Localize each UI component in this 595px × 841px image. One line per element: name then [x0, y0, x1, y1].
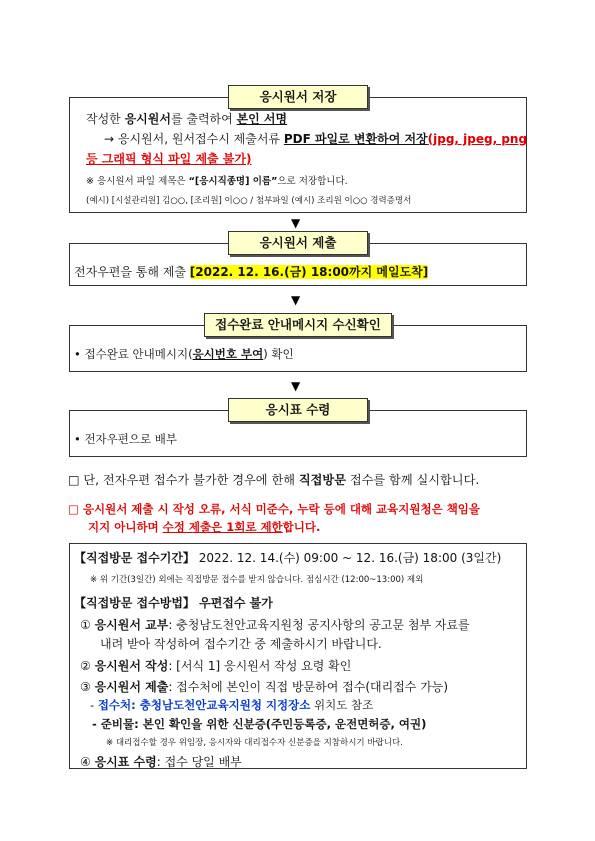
direct-visit-box	[69, 543, 527, 769]
step1-line3: 등 그래픽 형식 파일 제출 불가)	[86, 152, 252, 166]
visit-item-3a: - 접수처: 충청남도천안교육지원청 지정장소 위치도 참조	[90, 698, 374, 712]
step1-line2: → 응시원서, 원서접수시 제출서류 PDF 파일로 변환하여 저장(jpg, jpeg, png	[104, 132, 528, 146]
step-box-submit	[69, 235, 527, 286]
step-title-confirm: 접수완료 안내메시지 수신확인	[204, 313, 392, 337]
visit-item-3b: - 준비물: 본인 확인을 위한 신분증(주민등록증, 운전면허증, 여권)	[92, 717, 427, 731]
visit-item-3b-note: ※ 대리접수할 경우 위임장, 응시자와 대리접수자 신분증을 지참하시기 바랍니다.	[106, 738, 403, 748]
step-box-save	[69, 89, 528, 213]
step1-note: ※ 응시원서 파일 제목은 “[응시직종명] 이름”으로 저장합니다.	[86, 176, 348, 187]
visit-period-note: ※ 위 기간(3일간) 외에는 직접방문 접수를 받지 않습니다. 점심시간 (12:00~13:00) 제외	[90, 575, 424, 585]
visit-item-1: ① 응시원서 교부: 충청남도천안교육지원청 공지사항의 공고문 첨부 자료를	[80, 618, 470, 632]
step2-text: 전자우편을 통해 제출 [2022. 12. 16.(금) 18:00까지 메일도착]	[74, 265, 429, 279]
step3-text: • 접수완료 안내메시지(응시번호 부여) 확인	[74, 347, 294, 361]
step-title-submit: 응시원서 제출	[228, 231, 368, 255]
note-responsibility-2: 지지 아니하며 수정 제출은 1회로 제한합니다.	[88, 520, 321, 534]
visit-method: 【직접방문 접수방법】 우편접수 불가	[74, 596, 273, 610]
arrow-down-icon: ▼	[291, 216, 301, 230]
note-direct-visit: □ 단, 전자우편 접수가 불가한 경우에 한해 직접방문 접수를 함께 실시합니다.	[68, 473, 480, 487]
visit-period: 【직접방문 접수기간】 2022. 12. 14.(수) 09:00 ~ 12. 16.(금) 18:00 (3일간)	[74, 551, 502, 565]
step1-line1: 작성한 응시원서를 출력하여 본인 서명	[86, 112, 288, 126]
visit-item-3: ③ 응시원서 제출: 접수처에 본인이 직접 방문하여 접수(대리접수 가능)	[80, 680, 449, 694]
step-title-ticket: 응시표 수령	[228, 398, 368, 422]
arrow-down-icon: ▼	[291, 379, 301, 393]
visit-item-2: ② 응시원서 작성: [서식 1] 응시원서 작성 요령 확인	[80, 659, 352, 673]
visit-item-4: ④ 응시표 수령: 접수 당일 배부	[80, 755, 242, 769]
note-responsibility-1: □ 응시원서 제출 시 작성 오류, 서식 미준수, 누락 등에 대해 교육지원청은 책임을	[68, 502, 481, 516]
visit-item-1-cont: 내려 받아 작성하여 접수기간 중 제출하시기 바랍니다.	[100, 637, 382, 651]
step-title-save: 응시원서 저장	[228, 85, 368, 109]
step-box-ticket	[69, 402, 527, 457]
step4-text: • 전자우편으로 배부	[74, 432, 177, 446]
step1-example: (예시) [시설관리원] 김○○, [조리원] 이○○ / 첨부파일 (예시) 조리원 이○○ 경력증명서	[86, 196, 412, 206]
arrow-down-icon: ▼	[291, 293, 301, 307]
step-box-confirm	[69, 317, 527, 372]
